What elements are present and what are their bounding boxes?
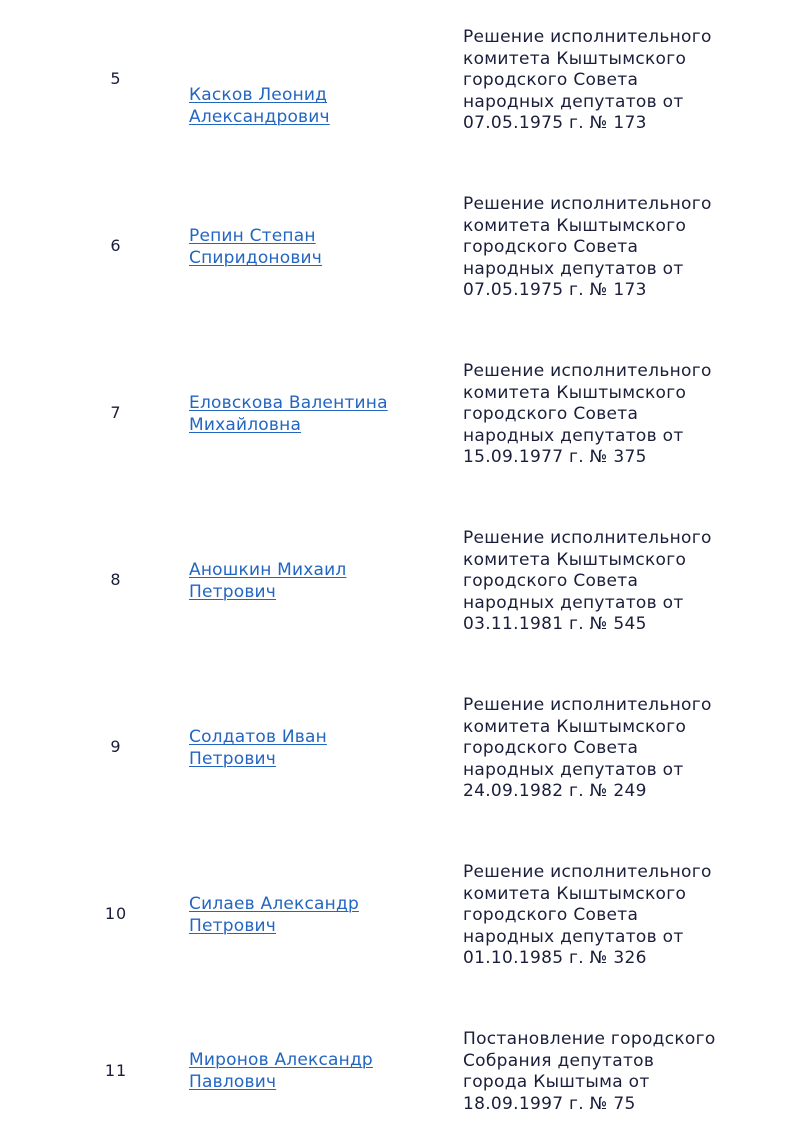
name-line-1: Еловскова Валентина [189, 393, 388, 413]
decision-line: 01.10.1985 г. № 326 [463, 948, 647, 968]
row-number: 9 [110, 737, 122, 756]
name-line-2: Павлович [189, 1072, 277, 1092]
decision-line: народных депутатов от [463, 592, 684, 613]
decision-line: комитета Кыштымского [463, 382, 687, 403]
decision-line: 07.05.1975 г. № 173 [463, 280, 647, 300]
table-row [0, 361, 797, 481]
decision-line: народных депутатов от [463, 258, 684, 279]
name-line-1: Репин Степан [189, 226, 316, 246]
table-row [0, 695, 797, 815]
decision-line: городского Совета [463, 571, 639, 591]
person-name-link[interactable] [189, 84, 429, 128]
decision-text [463, 194, 763, 302]
row-number: 8 [110, 570, 122, 589]
table-row [0, 528, 797, 648]
decision-line: городского Совета [463, 237, 639, 257]
person-name-link[interactable] [189, 392, 429, 436]
person-name-link[interactable] [189, 726, 429, 770]
name-line-1: Миронов Александр [189, 1050, 373, 1070]
person-name-link[interactable] [189, 559, 429, 603]
decision-line: 15.09.1977 г. № 375 [463, 447, 647, 467]
decision-line: Решение исполнительного [463, 528, 712, 548]
decision-line: народных депутатов от [463, 425, 684, 446]
decision-line: 18.09.1997 г. № 75 [463, 1093, 636, 1114]
decision-line: комитета Кыштымского [463, 215, 687, 236]
decision-line: 24.09.1982 г. № 249 [463, 781, 647, 801]
decision-line: городского Совета [463, 738, 639, 758]
decision-line: городского Совета [463, 404, 639, 424]
decision-line: комитета Кыштымского [463, 48, 687, 69]
decision-line: Собрания депутатов [463, 1050, 655, 1071]
row-number: 10 [104, 904, 128, 923]
decision-line: народных депутатов от [463, 926, 684, 947]
decision-line: народных депутатов от [463, 91, 684, 112]
decision-line: городского Совета [463, 70, 639, 90]
decision-line: Решение исполнительного [463, 361, 712, 381]
decision-text [463, 361, 763, 469]
decision-line: народных депутатов от [463, 759, 684, 780]
name-line-1: Солдатов Иван [189, 727, 327, 747]
name-line-2: Петрович [189, 582, 277, 602]
row-number: 11 [104, 1061, 128, 1080]
name-line-2: Александрович [189, 107, 330, 127]
person-name-link[interactable] [189, 225, 429, 269]
table-row [0, 862, 797, 982]
decision-text [463, 1029, 763, 1115]
person-name-link[interactable] [189, 893, 429, 937]
name-line-1: Аношкин Михаил [189, 560, 347, 580]
row-number: 6 [110, 236, 122, 255]
decision-line: Решение исполнительного [463, 27, 712, 47]
decision-line: Постановление городского [463, 1029, 716, 1049]
name-line-2: Михайловна [189, 415, 302, 435]
name-line-1: Касков Леонид [189, 85, 328, 105]
person-name-link[interactable] [189, 1049, 429, 1093]
name-line-2: Петрович [189, 916, 277, 936]
decision-line: комитета Кыштымского [463, 716, 687, 737]
table-row [0, 1029, 797, 1125]
row-number: 7 [110, 403, 122, 422]
decision-line: 03.11.1981 г. № 545 [463, 614, 647, 634]
table-row [0, 27, 797, 147]
decision-text [463, 862, 763, 970]
name-line-1: Силаев Александр [189, 894, 359, 914]
name-line-2: Спиридонович [189, 248, 323, 268]
decision-line: городского Совета [463, 905, 639, 925]
decision-line: 07.05.1975 г. № 173 [463, 113, 647, 133]
decision-line: города Кыштыма от [463, 1072, 650, 1092]
decision-text [463, 27, 763, 135]
decision-text [463, 528, 763, 636]
decision-line: Решение исполнительного [463, 695, 712, 715]
table-row [0, 194, 797, 314]
decision-text [463, 695, 763, 803]
row-number: 5 [110, 69, 122, 88]
decision-line: Решение исполнительного [463, 862, 712, 882]
decision-line: Решение исполнительного [463, 194, 712, 214]
decision-line: комитета Кыштымского [463, 883, 687, 904]
decision-line: комитета Кыштымского [463, 549, 687, 570]
name-line-2: Петрович [189, 749, 277, 769]
